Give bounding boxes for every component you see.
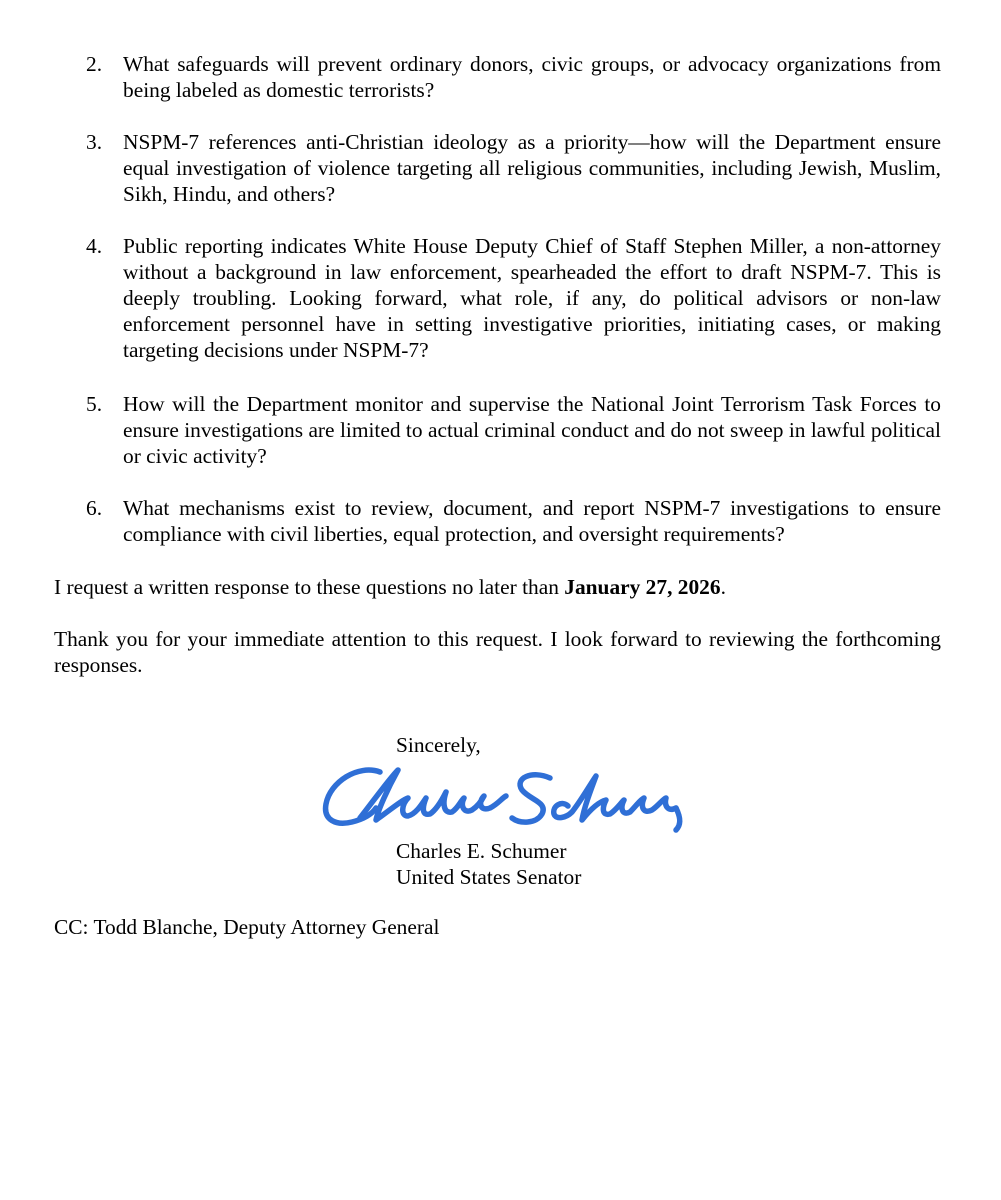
question-item — [86, 391, 941, 469]
question-number: 6. — [86, 496, 103, 520]
question-item — [86, 233, 941, 363]
signer-name: Charles E. Schumer — [396, 839, 567, 863]
signer-title: United States Senator — [396, 865, 582, 889]
handwritten-signature — [318, 758, 688, 842]
thanks-paragraph: Thank you for your immediate attention to this request. I look forward to reviewing the forthcoming responses. — [54, 627, 941, 677]
question-text: How will the Department monitor and supervise the National Joint Terrorism Task Forces to ensure investigations are limited to actual criminal conduct and do not sweep in lawful political or civic activity? — [123, 392, 941, 468]
request-prefix: I request a written response to these questions no later than — [54, 575, 565, 599]
signature-strokes — [326, 770, 680, 830]
cc-line: CC: Todd Blanche, Deputy Attorney General — [54, 915, 440, 939]
salutation: Sincerely, — [396, 733, 481, 757]
question-text: What mechanisms exist to review, document, and report NSPM-7 investigations to ensure compliance with civil liberties, equal protection, and oversight requirements? — [123, 496, 941, 546]
question-item — [86, 495, 941, 547]
question-text: Public reporting indicates White House Deputy Chief of Staff Stephen Miller, a non-attorney without a background in law enforcement, spearheaded the effort to draft NSPM-7. This is deeply troubling. Looking forward, what role, if any, do political advisors or non-law enforcement personnel have in setting investigative priorities, initiating cases, or making targeting decisions under NSPM-7? — [123, 234, 941, 362]
response-deadline: January 27, 2026 — [564, 575, 721, 599]
request-suffix: . — [720, 575, 726, 599]
response-request — [54, 574, 941, 600]
question-number: 3. — [86, 130, 103, 154]
question-number: 4. — [86, 234, 103, 258]
question-number: 2. — [86, 52, 103, 76]
question-text: NSPM-7 references anti-Christian ideology as a priority—how will the Department ensure equal investigation of violence targeting all religious communities, including Jewish, Muslim, Sikh, Hindu, and others? — [123, 130, 941, 206]
question-item — [86, 129, 941, 207]
question-item — [86, 51, 941, 103]
question-number: 5. — [86, 392, 103, 416]
question-text: What safeguards will prevent ordinary donors, civic groups, or advocacy organizations from being labeled as domestic terrorists? — [123, 52, 941, 102]
